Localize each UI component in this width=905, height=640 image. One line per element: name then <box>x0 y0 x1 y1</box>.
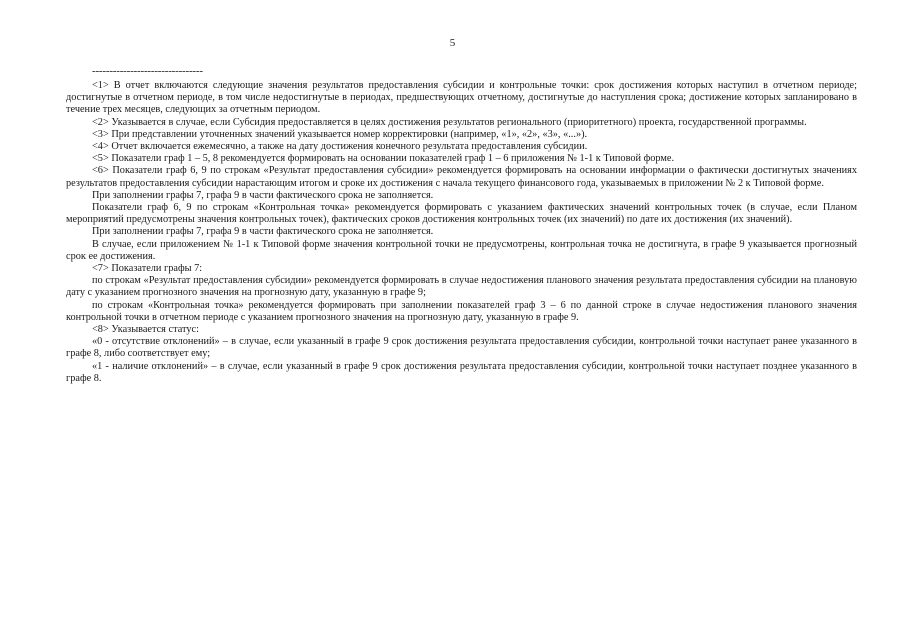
footnote-7-control-points: по строкам «Контрольная точка» рекомендуется формировать при заполнении показателей граф 3 – 6 по данной строке в случае недостижения планового значения контрольной точки в отчетном периоде с указанием прогнозного значения на прогнозную дату, указанную в графе 9. <box>66 299 857 323</box>
footnote-6-control-points: Показатели граф 6, 9 по строкам «Контрольная точка» рекомендуется формировать с указанием фактических значений контрольных точек (в случае, если Планом мероприятий предусмотрены значения контрольных точек), фактических сроков достижения контрольных точек (их значений) по дате их достижения (их значений). <box>66 202 857 226</box>
footnote-4: <4> Отчет включается ежемесячно, а также на дату достижения конечного результата предоставления субсидии. <box>92 141 588 153</box>
footnote-8-status-0: «0 - отсутствие отклонений» – в случае, если указанный в графе 9 срок достижения результата предоставления субсидии, контрольной точки наступает ранее указанного в графе 8, либо соответствует ему; <box>66 336 857 360</box>
footnote-5: <5> Показатели граф 1 – 5, 8 рекомендуется формировать на основании показателей граф 1 – 6 приложения № 1-1 к Типовой форме. <box>92 153 675 165</box>
footnote-8-status-1: «1 - наличие отклонений» – в случае, если указанный в графе 9 срок достижения результата предоставления субсидии, контрольной точки наступает позднее указанного в графе 8. <box>66 360 857 384</box>
footnote-1: <1> В отчет включаются следующие значения результатов предоставления субсидии и контрольные точки: срок достижения которых наступил в отчетном периоде; достигнутые в отчетном периоде, в том числе недостигнутые в периодах, предшествующих отчетному, достигнутые до наступления срока; достижение которых запланировано в течение трех месяцев, следующих за отчетным периодом. <box>66 80 857 116</box>
footnote-7: <7> Показатели графы 7: <box>92 263 203 275</box>
footnote-6-note-a: При заполнении графы 7, графа 9 в части фактического срока не заполняется. <box>92 189 434 201</box>
footnote-7-results: по строкам «Результат предоставления субсидии» рекомендуется формировать в случае недостижения планового значения результата предоставления субсидии на плановую дату с указанием прогнозного значения на прогнозную дату, указанную в графе 9; <box>66 275 857 299</box>
footnote-6-note-b: При заполнении графы 7, графа 9 в части фактического срока не заполняется. <box>92 226 434 238</box>
footnote-8: <8> Указывается статус: <box>92 324 199 336</box>
footnotes-section <box>66 80 857 385</box>
footnote-6: <6> Показатели граф 6, 9 по строкам «Результат предоставления субсидии» рекомендуется формировать на основании информации о фактически достигнутых значениях результатов предоставления субсидии нарастающим итогом и сроке их достижения с начала текущего финансового года, указываемых в приложении № 2 к Типовой форме. <box>66 165 857 189</box>
footnote-3: <3> При представлении уточненных значений указывается номер корректировки (например, «1», «2», «3», «...»). <box>92 128 588 140</box>
page-number: 5 <box>449 37 456 49</box>
footnote-separator: -------------------------------- <box>92 65 203 77</box>
footnote-6-forecast: В случае, если приложением № 1-1 к Типовой форме значения контрольной точки не предусмотрены, контрольная точка не достигнута, в графе 9 указывается прогнозный срок ее достижения. <box>66 238 857 262</box>
footnote-2: <2> Указывается в случае, если Субсидия предоставляется в целях достижения результатов регионального (приоритетного) проекта, государственной программы. <box>92 116 807 128</box>
